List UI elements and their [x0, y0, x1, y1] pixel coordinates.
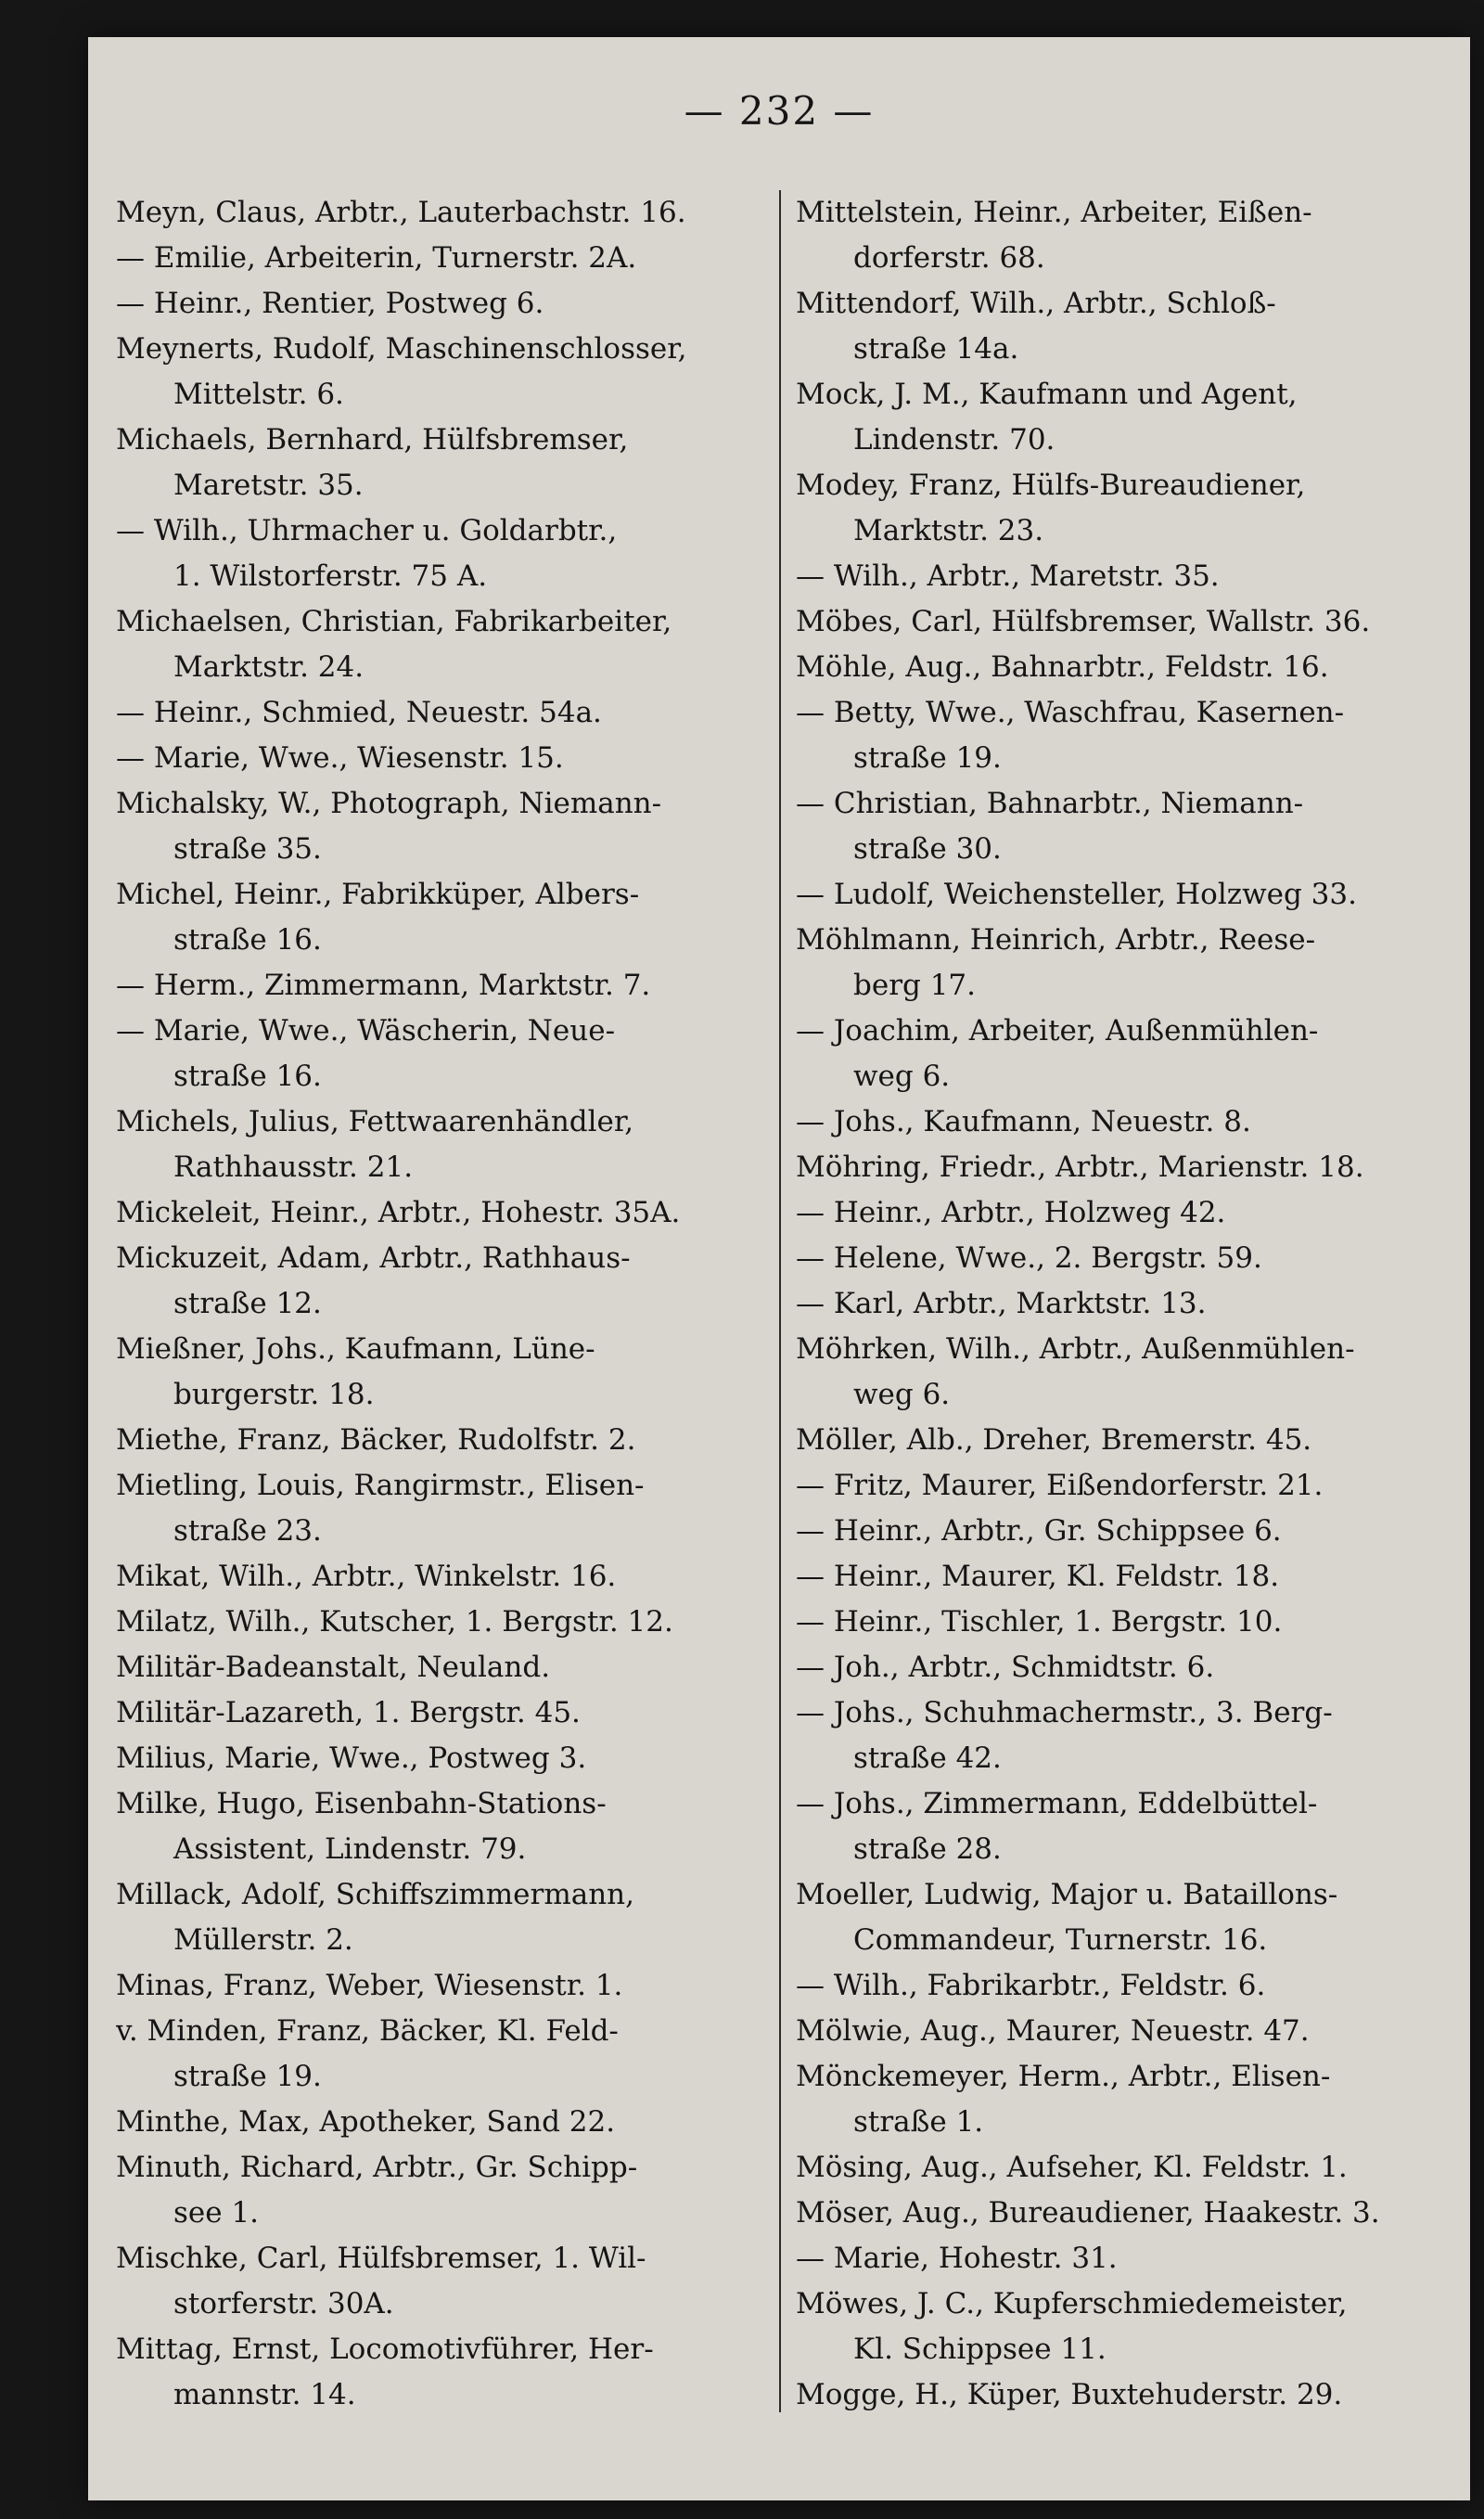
directory-entry: dorferstr. 68.	[853, 241, 1045, 275]
directory-entry: see 1.	[173, 2196, 260, 2230]
directory-entry: Mock, J. M., Kaufmann und Agent,	[796, 378, 1298, 411]
directory-entry: storferstr. 30A.	[173, 2287, 394, 2320]
directory-entry: Minas, Franz, Weber, Wiesenstr. 1.	[116, 1969, 623, 2002]
directory-entry: — Johs., Schuhmachermstr., 3. Berg-	[796, 1696, 1333, 1729]
directory-entry: straße 12.	[173, 1287, 322, 1320]
directory-entry: — Betty, Wwe., Waschfrau, Kasernen-	[796, 696, 1345, 729]
directory-entry: mannstr. 14.	[173, 2378, 356, 2411]
directory-entry: Minuth, Richard, Arbtr., Gr. Schipp-	[116, 2151, 638, 2184]
directory-entry: 1. Wilstorferstr. 75 A.	[173, 559, 488, 593]
directory-entry: — Wilh., Fabrikarbtr., Feldstr. 6.	[796, 1969, 1266, 2002]
directory-entry: — Marie, Wwe., Wiesenstr. 15.	[116, 741, 564, 775]
directory-entry: Milke, Hugo, Eisenbahn-Stations-	[116, 1787, 607, 1820]
directory-entry: — Johs., Zimmermann, Eddelbüttel-	[796, 1787, 1318, 1820]
directory-entry: — Marie, Wwe., Wäscherin, Neue-	[116, 1014, 616, 1047]
directory-entry: Marktstr. 24.	[173, 650, 365, 684]
directory-entry: Mölwie, Aug., Maurer, Neuestr. 47.	[796, 2014, 1310, 2048]
directory-entry: Mittelstein, Heinr., Arbeiter, Eißen-	[796, 196, 1312, 229]
directory-entry: Maretstr. 35.	[173, 469, 364, 502]
directory-entry: — Ludolf, Weichensteller, Holzweg 33.	[796, 878, 1357, 911]
directory-entry: Modey, Franz, Hülfs-Bureaudiener,	[796, 469, 1306, 502]
directory-entry: straße 42.	[853, 1741, 1002, 1775]
directory-entry: straße 16.	[173, 1060, 322, 1093]
directory-entry: — Wilh., Uhrmacher u. Goldarbtr.,	[116, 514, 618, 547]
directory-entry: Müllerstr. 2.	[173, 1923, 353, 1957]
directory-entry: Möhring, Friedr., Arbtr., Marienstr. 18.	[796, 1150, 1364, 1184]
directory-entry: Mietling, Louis, Rangirmstr., Elisen-	[116, 1469, 645, 1502]
directory-entry: straße 19.	[853, 741, 1002, 775]
directory-entry: straße 1.	[853, 2105, 984, 2139]
directory-entry: Militär-Lazareth, 1. Bergstr. 45.	[116, 1696, 581, 1729]
directory-entry: Mittelstr. 6.	[173, 378, 344, 411]
directory-entry: — Christian, Bahnarbtr., Niemann-	[796, 787, 1304, 820]
directory-entry: Mönckemeyer, Herm., Arbtr., Elisen-	[796, 2060, 1331, 2093]
directory-entry: berg 17.	[853, 969, 977, 1002]
directory-entry: Mischke, Carl, Hülfsbremser, 1. Wil-	[116, 2242, 646, 2275]
directory-entry: — Emilie, Arbeiterin, Turnerstr. 2A.	[116, 241, 637, 275]
directory-entry: — Fritz, Maurer, Eißendorferstr. 21.	[796, 1469, 1324, 1502]
directory-entry: Mickuzeit, Adam, Arbtr., Rathhaus-	[116, 1241, 631, 1275]
right-column	[796, 190, 1445, 2418]
directory-entry: straße 19.	[173, 2060, 322, 2093]
directory-entry: Mickeleit, Heinr., Arbtr., Hohestr. 35A.	[116, 1196, 681, 1229]
directory-entry: Möhlmann, Heinrich, Arbtr., Reese-	[796, 923, 1316, 957]
directory-entry: — Wilh., Arbtr., Maretstr. 35.	[796, 559, 1220, 593]
column-divider	[779, 190, 781, 2412]
directory-entry: — Johs., Kaufmann, Neuestr. 8.	[796, 1105, 1251, 1138]
directory-entry: Mießner, Johs., Kaufmann, Lüne-	[116, 1332, 595, 1366]
directory-entry: Mogge, H., Küper, Buxtehuderstr. 29.	[796, 2378, 1343, 2411]
directory-entry: Möller, Alb., Dreher, Bremerstr. 45.	[796, 1423, 1312, 1457]
directory-entry: Michaels, Bernhard, Hülfsbremser,	[116, 423, 629, 456]
directory-entry: burgerstr. 18.	[173, 1378, 375, 1411]
directory-entry: Michels, Julius, Fettwaarenhändler,	[116, 1105, 634, 1138]
directory-entry: — Heinr., Rentier, Postweg 6.	[116, 287, 544, 320]
page-number: — 232 —	[684, 88, 875, 134]
directory-entry: Rathhausstr. 21.	[173, 1150, 414, 1184]
directory-entry: Mittendorf, Wilh., Arbtr., Schloß-	[796, 287, 1276, 320]
directory-entry: Millack, Adolf, Schiffszimmermann,	[116, 1878, 634, 1911]
directory-entry: Marktstr. 23.	[853, 514, 1044, 547]
directory-entry: Militär-Badeanstalt, Neuland.	[116, 1651, 551, 1684]
directory-page	[88, 37, 1470, 2500]
directory-entry: Moeller, Ludwig, Major u. Bataillons-	[796, 1878, 1338, 1911]
directory-entry: Kl. Schippsee 11.	[853, 2333, 1107, 2366]
directory-entry: straße 16.	[173, 923, 322, 957]
left-column	[116, 190, 765, 2418]
directory-entry: Meyn, Claus, Arbtr., Lauterbachstr. 16.	[116, 196, 686, 229]
directory-entry: Möwes, J. C., Kupferschmiedemeister,	[796, 2287, 1348, 2320]
directory-entry: — Herm., Zimmermann, Marktstr. 7.	[116, 969, 651, 1002]
directory-entry: v. Minden, Franz, Bäcker, Kl. Feld-	[116, 2014, 619, 2048]
directory-entry: Möser, Aug., Bureaudiener, Haakestr. 3.	[796, 2196, 1380, 2230]
directory-entry: — Marie, Hohestr. 31.	[796, 2242, 1118, 2275]
directory-entry: Michaelsen, Christian, Fabrikarbeiter,	[116, 605, 672, 638]
directory-entry: weg 6.	[853, 1378, 951, 1411]
directory-entry: Möhrken, Wilh., Arbtr., Außenmühlen-	[796, 1332, 1355, 1366]
directory-entry: straße 35.	[173, 832, 322, 866]
directory-entry: Lindenstr. 70.	[853, 423, 1055, 456]
directory-entry: — Joachim, Arbeiter, Außenmühlen-	[796, 1014, 1319, 1047]
directory-entry: Möhle, Aug., Bahnarbtr., Feldstr. 16.	[796, 650, 1329, 684]
directory-entry: Minthe, Max, Apotheker, Sand 22.	[116, 2105, 616, 2139]
directory-entry: Milius, Marie, Wwe., Postweg 3.	[116, 1741, 587, 1775]
directory-entry: straße 23.	[173, 1514, 322, 1548]
directory-entry: weg 6.	[853, 1060, 951, 1093]
directory-entry: Mösing, Aug., Aufseher, Kl. Feldstr. 1.	[796, 2151, 1348, 2184]
directory-entry: Miethe, Franz, Bäcker, Rudolfstr. 2.	[116, 1423, 636, 1457]
directory-entry: Meynerts, Rudolf, Maschinenschlosser,	[116, 332, 687, 366]
directory-entry: — Heinr., Schmied, Neuestr. 54a.	[116, 696, 602, 729]
directory-entry: Commandeur, Turnerstr. 16.	[853, 1923, 1268, 1957]
directory-entry: Mikat, Wilh., Arbtr., Winkelstr. 16.	[116, 1560, 617, 1593]
directory-entry: Mittag, Ernst, Locomotivführer, Her-	[116, 2333, 654, 2366]
directory-entry: straße 28.	[853, 1832, 1002, 1866]
directory-entry: straße 30.	[853, 832, 1002, 866]
directory-entry: — Heinr., Maurer, Kl. Feldstr. 18.	[796, 1560, 1280, 1593]
directory-entry: — Heinr., Arbtr., Gr. Schippsee 6.	[796, 1514, 1282, 1548]
directory-entry: — Heinr., Tischler, 1. Bergstr. 10.	[796, 1605, 1283, 1639]
directory-entry: Michalsky, W., Photograph, Niemann-	[116, 787, 662, 820]
directory-entry: straße 14a.	[853, 332, 1019, 366]
directory-entry: — Joh., Arbtr., Schmidtstr. 6.	[796, 1651, 1215, 1684]
directory-entry: — Helene, Wwe., 2. Bergstr. 59.	[796, 1241, 1262, 1275]
directory-entry: Assistent, Lindenstr. 79.	[173, 1832, 527, 1866]
directory-entry: Michel, Heinr., Fabrikküper, Albers-	[116, 878, 640, 911]
directory-entry: — Karl, Arbtr., Marktstr. 13.	[796, 1287, 1207, 1320]
directory-entry: Möbes, Carl, Hülfsbremser, Wallstr. 36.	[796, 605, 1371, 638]
directory-entry: Milatz, Wilh., Kutscher, 1. Bergstr. 12.	[116, 1605, 673, 1639]
directory-entry: — Heinr., Arbtr., Holzweg 42.	[796, 1196, 1226, 1229]
